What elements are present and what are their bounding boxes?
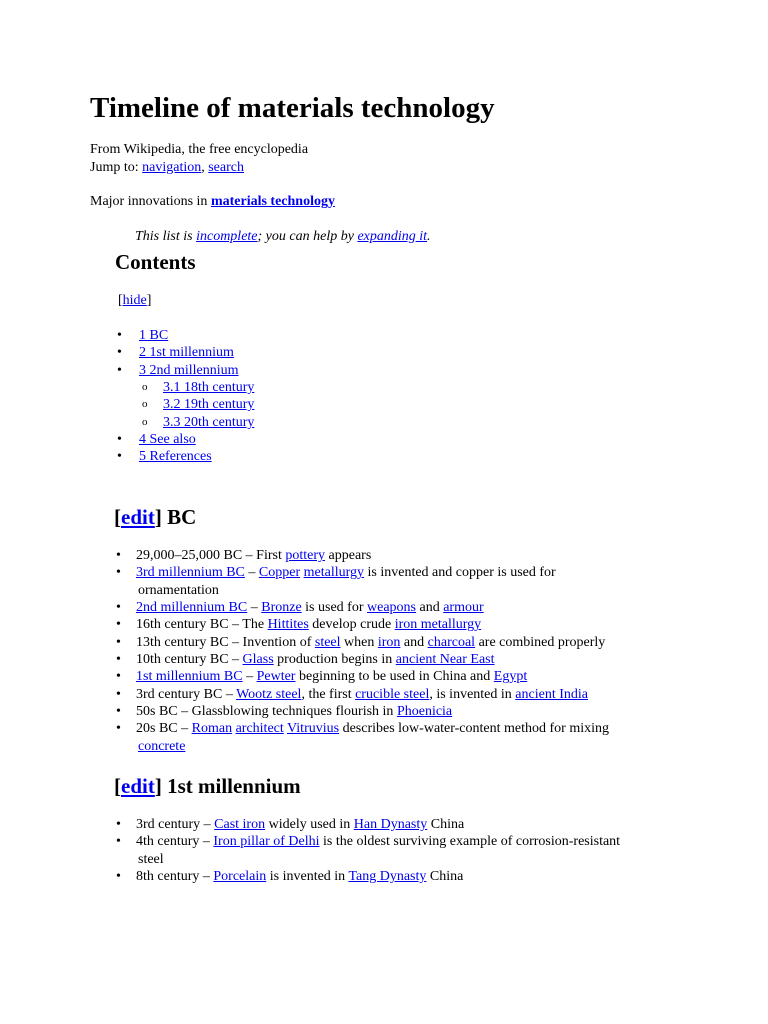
iron-link[interactable]: iron (377, 634, 401, 650)
expanding-it-link[interactable]: expanding it (357, 229, 428, 244)
toc-subitem (139, 414, 254, 431)
list-item: • 29,000–25,000 BC – First pottery appears (136, 547, 696, 564)
armour-link[interactable]: armour (443, 600, 484, 616)
iron-pillar-of-delhi-link[interactable]: Iron pillar of Delhi (213, 834, 320, 850)
toc-link-18th-century[interactable]: 3.1 18th century (163, 380, 255, 396)
bronze-link[interactable]: Bronze (261, 600, 302, 616)
1st-millennium-bc-link[interactable]: 1st millennium BC (136, 669, 243, 685)
toc-list (139, 327, 254, 466)
section-heading-1st-millennium: [edit] 1st millennium (114, 774, 301, 798)
list-item: • 1st millennium BC – Pewter beginning to be used in China and Egypt (136, 668, 696, 685)
han-dynasty-link[interactable]: Han Dynasty (353, 817, 428, 832)
list-item: • 3rd century – Cast iron widely used in Han Dynasty China (136, 816, 696, 833)
list-item: • 2nd millennium BC – Bronze is used for weapons and armour (136, 599, 696, 616)
list-item: • 50s BC – Glassblowing techniques flourish in Phoenicia (136, 703, 696, 720)
hittites-link[interactable]: Hittites (267, 617, 309, 633)
toc-item (139, 431, 254, 448)
copper-link[interactable]: Copper (258, 565, 301, 581)
materials-technology-link[interactable]: materials technology (210, 194, 335, 209)
list-item: • 16th century BC – The Hittites develop crude iron metallurgy (136, 616, 696, 633)
list-item: • 4th century – Iron pillar of Delhi is the oldest surviving example of corrosion-resistant steel (136, 833, 696, 868)
toc-item (139, 327, 254, 344)
edit-1st-millennium-link[interactable]: edit (121, 774, 155, 798)
architect-link[interactable]: architect (235, 721, 284, 737)
wootz-steel-link[interactable]: Wootz steel (236, 686, 302, 702)
jump-search-link[interactable]: search (208, 159, 244, 175)
list-item: • 3rd century BC – Wootz steel, the first crucible steel, is invented in ancient India (136, 686, 696, 703)
toc-subitem (139, 379, 254, 396)
metallurgy-link[interactable]: metallurgy (303, 565, 365, 581)
toc-link-bc[interactable]: 1 BC (139, 328, 169, 343)
toc-link-references[interactable]: 5 References (139, 449, 212, 465)
toc-item (139, 362, 254, 379)
jump-navigation-link[interactable]: navigation (142, 159, 202, 175)
porcelain-link[interactable]: Porcelain (213, 869, 267, 885)
2nd-millennium-bc-link[interactable]: 2nd millennium BC (136, 600, 248, 616)
contents-heading: Contents (115, 250, 196, 274)
ancient-near-east-link[interactable]: ancient Near East (395, 652, 495, 668)
iron-metallurgy-link[interactable]: iron metallurgy (394, 617, 482, 633)
vitruvius-link[interactable]: Vitruvius (287, 721, 340, 737)
phoenicia-link[interactable]: Phoenicia (396, 704, 453, 720)
from-line: From Wikipedia, the free encyclopedia (90, 142, 309, 157)
toc-link-20th-century[interactable]: 3.3 20th century (163, 414, 255, 430)
edit-bc-link[interactable]: edit (121, 505, 155, 529)
steel-link[interactable]: steel (314, 634, 341, 650)
glass-link[interactable]: Glass (242, 652, 274, 668)
tang-dynasty-link[interactable]: Tang Dynasty (348, 869, 427, 885)
roman-link[interactable]: Roman (191, 721, 233, 737)
toc-item (139, 344, 254, 361)
toc-toggle: [hide] (118, 293, 152, 308)
pottery-link[interactable]: pottery (285, 548, 326, 563)
list-item: • 13th century BC – Invention of steel when iron and charcoal are combined properly (136, 634, 696, 651)
page-title: Timeline of materials technology (90, 92, 495, 124)
toc-subitem (139, 396, 254, 413)
incomplete-link[interactable]: incomplete (196, 229, 258, 244)
list-item: • 8th century – Porcelain is invented in Tang Dynasty China (136, 868, 696, 885)
weapons-link[interactable]: weapons (367, 600, 416, 616)
toc-link-19th-century[interactable]: 3.2 19th century (163, 397, 255, 413)
toc-item (139, 448, 254, 465)
toc-link-see-also[interactable]: 4 See also (139, 432, 196, 448)
toc-link-2nd-millennium[interactable]: 3 2nd millennium (139, 362, 239, 378)
hide-toc-link[interactable]: hide (122, 293, 147, 308)
section-heading-bc: [edit] BC (114, 505, 197, 529)
jump-to-line: Jump to: navigation, search (90, 159, 244, 175)
toc-link-1st-millennium[interactable]: 2 1st millennium (139, 345, 234, 361)
intro-text: Major innovations in materials technology (90, 194, 335, 209)
bc-list (136, 547, 696, 755)
cast-iron-link[interactable]: Cast iron (214, 817, 266, 832)
site-subtitle (90, 141, 308, 176)
charcoal-link[interactable]: charcoal (427, 634, 476, 650)
crucible-steel-link[interactable]: crucible steel (355, 686, 430, 702)
list-item: • 3rd millennium BC – Copper metallurgy is invented and copper is used for ornamentation (136, 564, 696, 599)
list-item: • 20s BC – Roman architect Vitruvius describes low-water-content method for mixing concrete (136, 720, 696, 755)
egypt-link[interactable]: Egypt (493, 669, 528, 685)
incomplete-list-notice: This list is incomplete; you can help by expanding it. (135, 229, 431, 244)
1st-millennium-list (136, 816, 696, 885)
pewter-link[interactable]: Pewter (256, 669, 296, 685)
ancient-india-link[interactable]: ancient India (515, 686, 588, 702)
list-item: • 10th century BC – Glass production begins in ancient Near East (136, 651, 696, 668)
3rd-millennium-bc-link[interactable]: 3rd millennium BC (136, 565, 245, 581)
concrete-link[interactable]: concrete (138, 738, 186, 754)
